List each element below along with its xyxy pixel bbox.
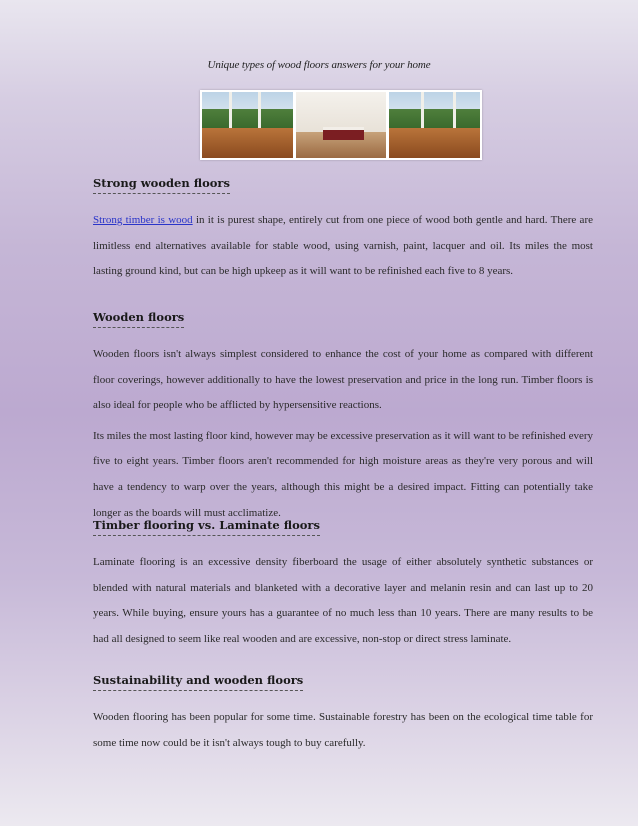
- paragraph: Wooden flooring has been popular for some time. Sustainable forestry has been on the ecological time table for some time now could be it isn't always tough to buy carefully.: [93, 711, 593, 749]
- section-heading: Strong wooden floors: [93, 176, 230, 194]
- section-heading: Timber flooring vs. Laminate floors: [93, 518, 320, 536]
- room-photo-right: [389, 92, 480, 158]
- room-photo-center: [296, 92, 387, 158]
- section-sustainability: [93, 671, 593, 756]
- section-wooden-floors: [93, 308, 593, 526]
- section-heading: Wooden floors: [93, 310, 184, 328]
- section-timber-vs-laminate: [93, 516, 593, 652]
- room-photo-left: [202, 92, 293, 158]
- paragraph: Its miles the most lasting floor kind, however may be excessive preservation as it will want to be refinished every five to eight years. Timber floors aren't recommended for high moisture areas as they're very porous and will have a tendency to warp over the years, although this might be a desired impact. Fitting can potentially take longer as the boards will must acclimatize.: [93, 429, 593, 519]
- strong-timber-link[interactable]: Strong timber is wood: [93, 214, 193, 226]
- section-heading: Sustainability and wooden floors: [93, 673, 303, 691]
- paragraph: Strong timber is wood in it is purest shape, entirely cut from one piece of wood both gentle and hard. There are limitless end alternatives available for stable wood, using varnish, paint, lacquer and oil. Its miles the most lasting ground kind, but can be high upkeep as it will want to be refinished each five to 8 years.: [93, 214, 593, 278]
- paragraph: Laminate flooring is an excessive density fiberboard the usage of either absolutely synthetic substances or blended with natural materials and blanketed with a decorative layer and melanin resin and can last up to 20 years. While buying, ensure yours has a guarantee of no much less than 10 years. There are many results to be had all designed to seem like real wooden and are excessive, non-stop or direct stress laminate.: [93, 556, 593, 645]
- paragraph: Wooden floors isn't always simplest considered to enhance the cost of your home as compared with different floor coverings, however additionally to have the lowest preservation and price in the long run. Timber floors is also ideal for people who be afflicted by hypersensitive reactions.: [93, 348, 593, 412]
- page-title: Unique types of wood floors answers for your home: [207, 59, 431, 71]
- banner-image: [200, 90, 482, 160]
- section-strong-wooden-floors: [93, 174, 593, 285]
